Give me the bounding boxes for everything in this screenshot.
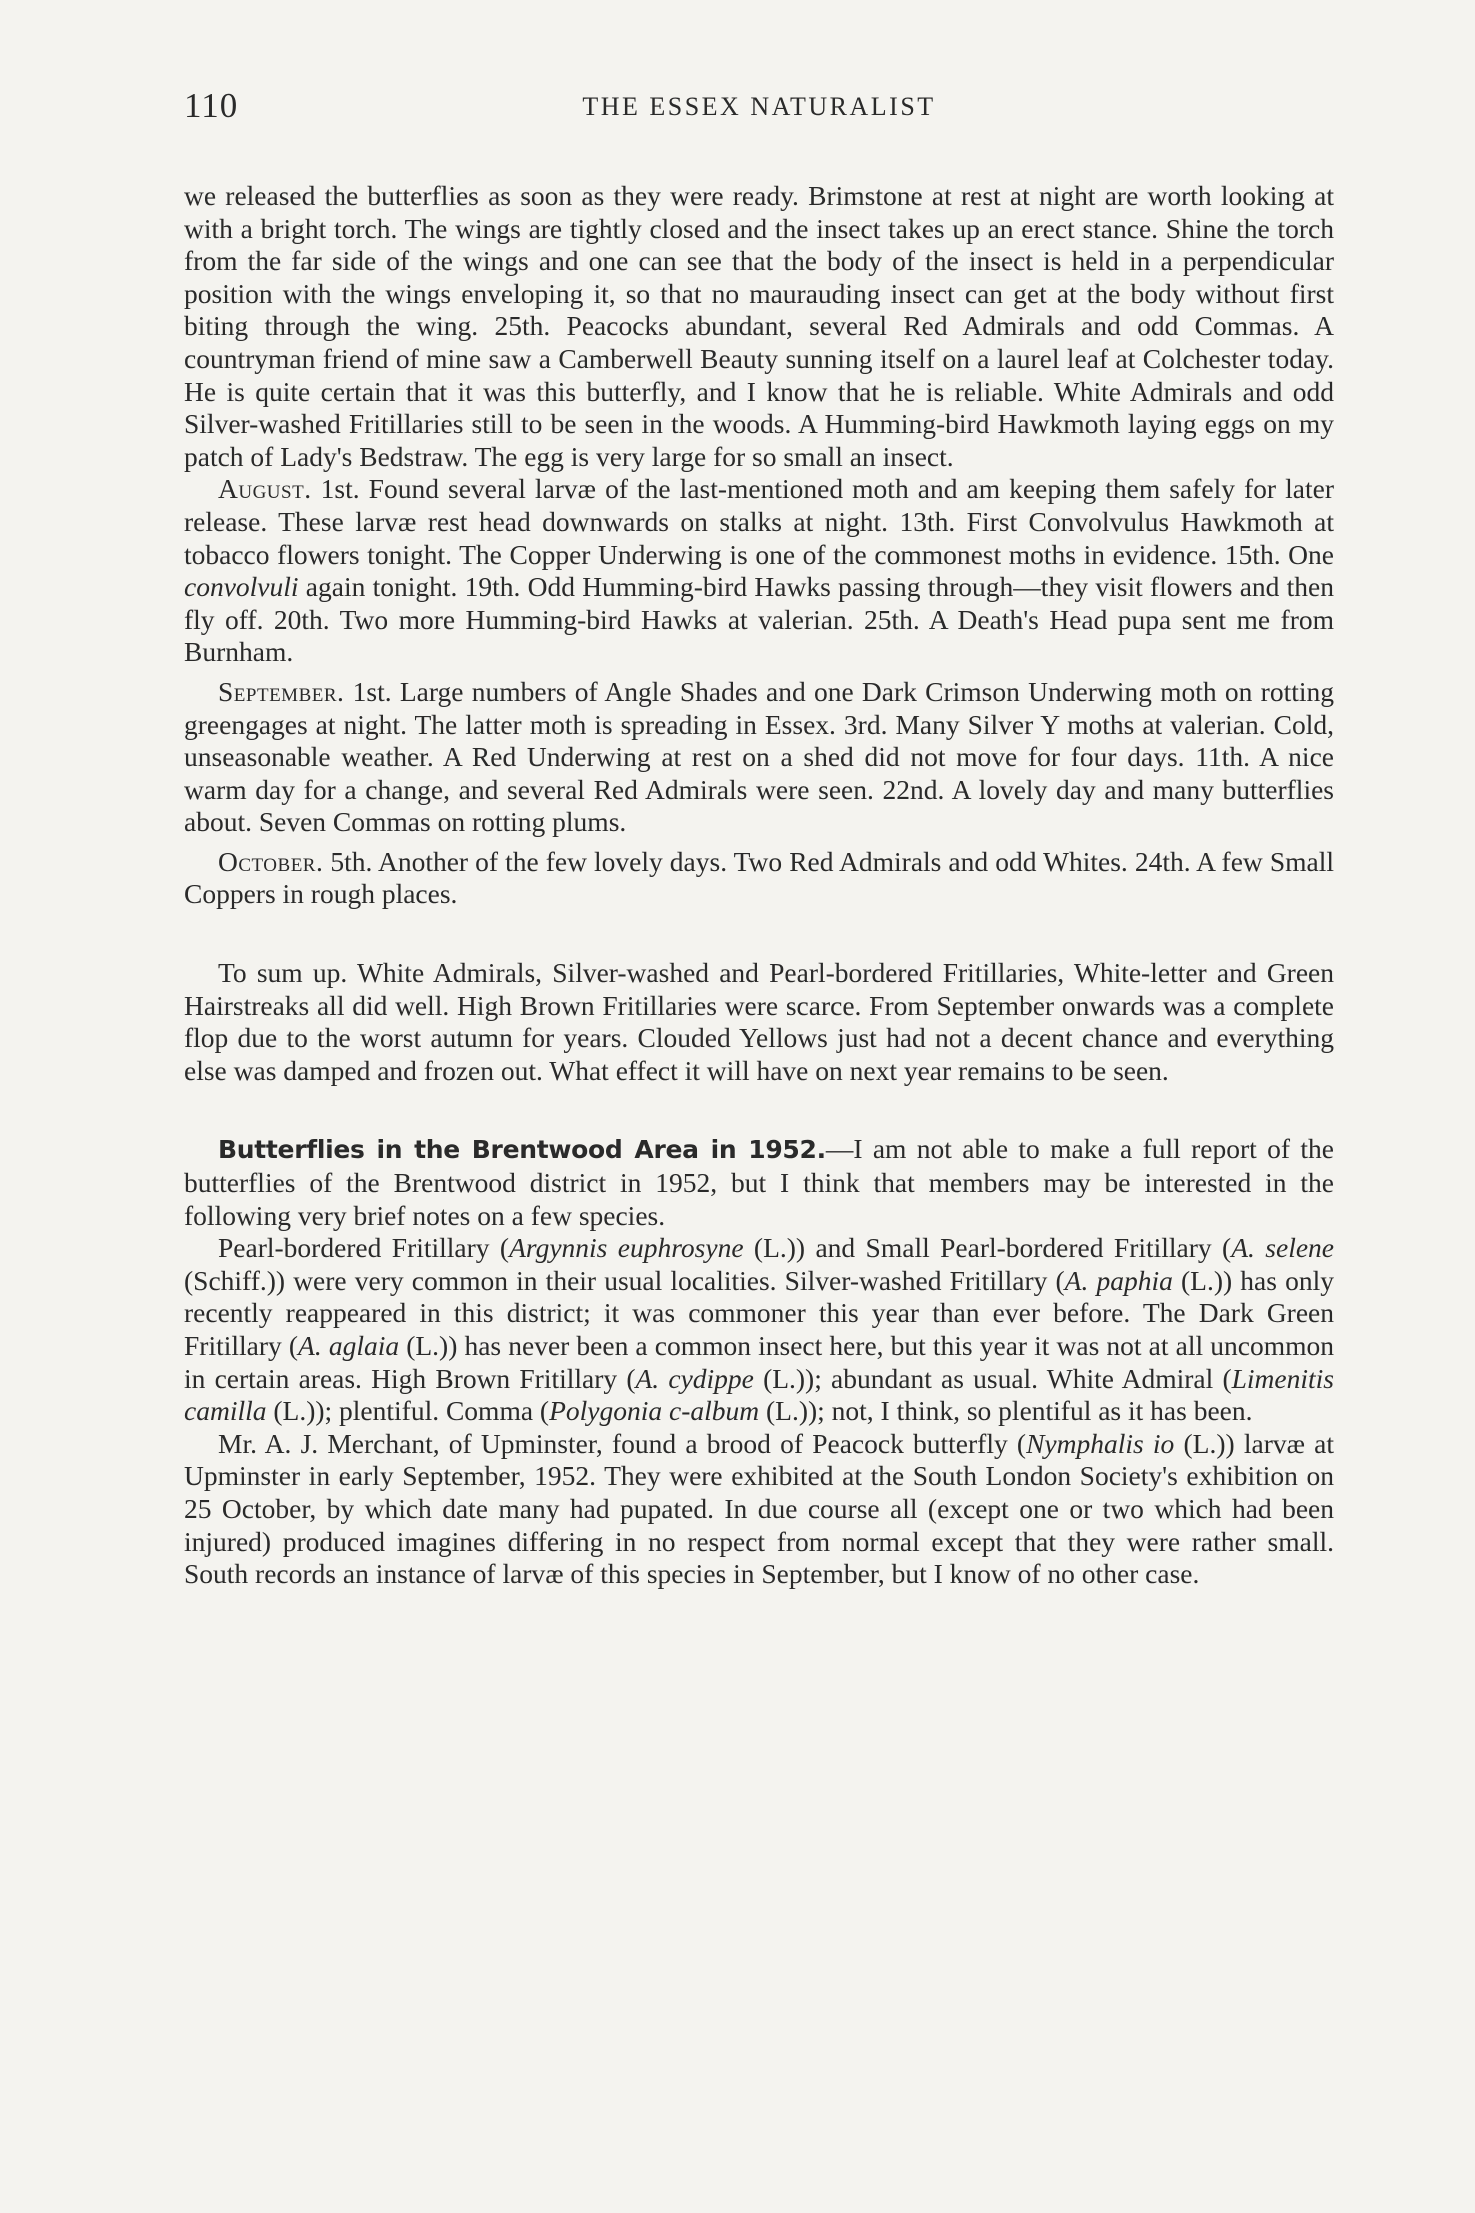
section-heading: Butterflies in the Brentwood Area in 1952. <box>218 1135 826 1165</box>
paragraph-peacock-larvae <box>184 1428 1334 1591</box>
month-august: August. <box>218 473 312 505</box>
text-run: (L.)) has only recently reappeared in this district; it was commoner this year than ever before. The Dark Green Fritillary ( <box>184 1264 1334 1361</box>
page-header <box>184 86 1334 130</box>
paragraph-october <box>184 846 1334 911</box>
brentwood-intro-text: —I am not able to make a full report of the butterflies of the Brentwood district in 1952, but I think that members may be interested in the following very brief notes on a few species. <box>184 1133 1334 1231</box>
running-title: THE ESSEX NATURALIST <box>582 92 936 121</box>
species-name: Polygonia c-album <box>549 1395 760 1427</box>
month-september: September. <box>218 675 345 707</box>
page-number: 110 <box>184 86 239 125</box>
species-name: Argynnis euphrosyne <box>509 1232 744 1264</box>
article-body <box>184 180 1334 1591</box>
text-run: Mr. A. J. Merchant, of Upminster, found a brood of Peacock butterfly ( <box>218 1427 1027 1459</box>
august-text-a: 1st. Found several larvæ of the last-mentioned moth and am keeping them safely for later release. These larvæ rest head downwards on stalks at night. 13th. First Convolvulus Hawkmoth at tobacco flowers tonight. The Copper Underwing is one of the commonest moths in evidence. 15th. One <box>184 473 1334 570</box>
october-text: 5th. Another of the few lovely days. Two Red Admirals and odd Whites. 24th. A few Small Coppers in rough places. <box>184 845 1334 910</box>
species-name: A. aglaia <box>298 1330 400 1361</box>
paragraph-summary: To sum up. White Admirals, Silver-washed and Pearl-bordered Fritillaries, White-letter and Green Hairstreaks all did well. High Brown Fritillaries were scarce. From September onwards was a complete flop due to the worst autumn for years. Clouded Yellows just had not a decent chance and everything else was damped and frozen out. What effect it will have on next year remains to be seen. <box>184 957 1334 1086</box>
text-run: Pearl-bordered Fritillary ( <box>218 1232 510 1264</box>
paragraph-fritillaries <box>184 1232 1334 1428</box>
species-name: A. selene <box>1231 1232 1334 1264</box>
text-run: (L.)) and Small Pearl-bordered Fritillary ( <box>743 1232 1232 1264</box>
september-text: 1st. Large numbers of Angle Shades and one Dark Crimson Underwing moth on rotting greengages at night. The latter moth is spreading in Essex. 3rd. Many Silver Y moths at valerian. Cold, unseasonable weather. A Red Underwing at rest on a shed did not move for four days. 11th. A nice warm day for a change, and several Red Admirals were seen. 22nd. A lovely day and many butterflies about. Seven Commas on rotting plums. <box>184 675 1334 838</box>
paragraph-september <box>184 676 1334 839</box>
text-run: (L.)) has never been a common insect here, but this year it was not at all uncommon in certain areas. High Brown Fritillary ( <box>184 1330 1334 1394</box>
text-run: (L.)); abundant as usual. White Admiral ( <box>753 1362 1232 1394</box>
text-run: (L.)); plentiful. Comma ( <box>266 1395 550 1427</box>
august-text-b: again tonight. 19th. Odd Humming-bird Hawks passing through—they visit flowers and then fly off. 20th. Two more Humming-bird Hawks at valerian. 25th. A Death's Head pupa sent me from Burnham. <box>184 571 1334 668</box>
text-run: (L.)); not, I think, so plentiful as it has been. <box>759 1395 1253 1427</box>
month-october: October. <box>218 845 324 877</box>
paragraph-august <box>184 473 1334 669</box>
text-run: (L.)) larvæ at Upminster in early September, 1952. They were exhibited at the South London Society's exhibition on 25 October, by which date many had pupated. In due course all (except one or two which had been injured) produced imagines differing in no respect from normal except that they were rather small. South records an instance of larvæ of this species in September, but I know of no other case. <box>184 1427 1334 1590</box>
paragraph-july-continued: we released the butterflies as soon as they were ready. Brimstone at rest at night are worth looking at with a bright torch. The wings are tightly closed and the insect takes up an erect stance. Shine the torch from the far side of the wings and one can see that the body of the insect is held in a perpendicular position with the wings enveloping it, so that no maurauding insect can get at the body without first biting through the wing. 25th. Peacocks abundant, several Red Admirals and odd Commas. A countryman friend of mine saw a Camberwell Beauty sunning itself on a laurel leaf at Colchester today. He is quite certain that it was this butterfly, and I know that he is reliable. White Admirals and odd Silver-washed Fritillaries still to be seen in the woods. A Humming-bird Hawkmoth laying eggs on my patch of Lady's Bedstraw. The egg is very large for so small an insect. <box>184 180 1334 472</box>
paragraph-brentwood-intro <box>184 1133 1334 1232</box>
august-italic: convolvuli <box>184 571 299 603</box>
species-name: Nymphalis io <box>1026 1427 1175 1459</box>
text-run: (Schiff.)) were very common in their usual localities. Silver-washed Fritillary ( <box>184 1264 1065 1296</box>
species-name: Limenitis camilla <box>184 1362 1334 1427</box>
species-name: A. cydippe <box>635 1362 754 1394</box>
species-name: A. paphia <box>1064 1264 1173 1296</box>
